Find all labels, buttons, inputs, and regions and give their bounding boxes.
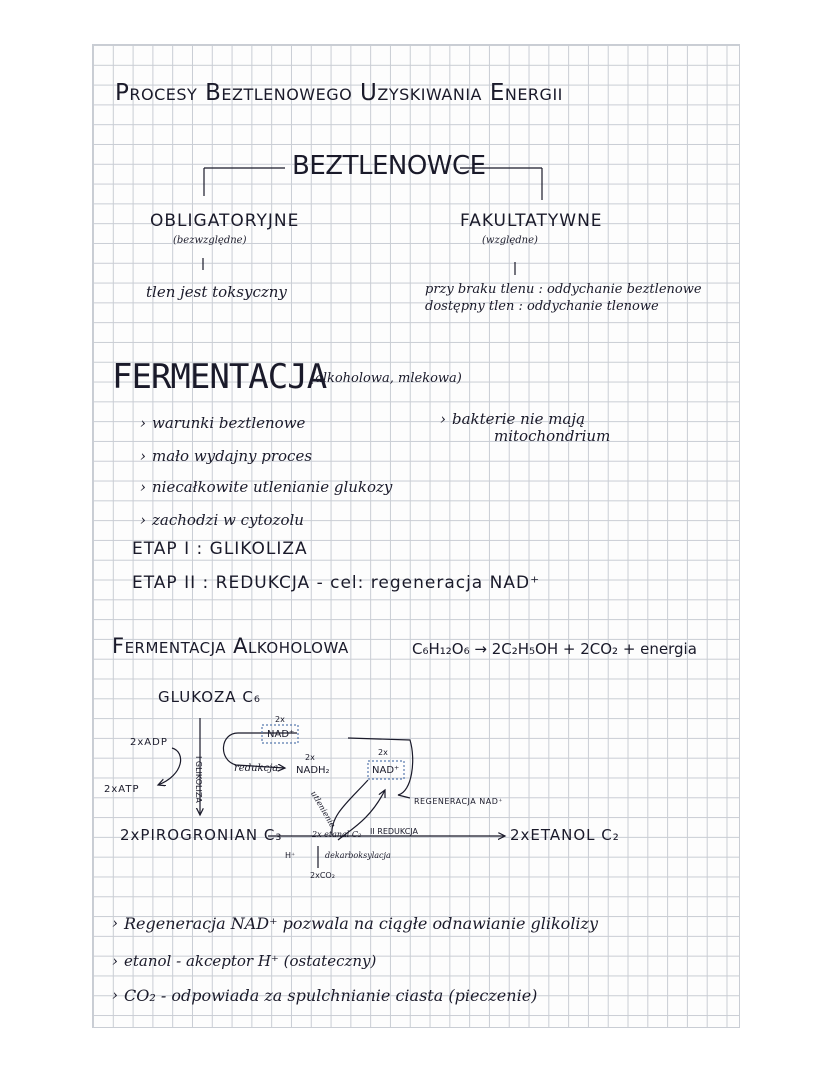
co2-label: 2xCO₂ bbox=[310, 871, 335, 880]
tree-left-note: tlen jest toksyczny bbox=[146, 283, 287, 301]
nadh-count: 2x bbox=[305, 753, 315, 762]
etap-1: ETAP I : GLIKOLIZA bbox=[132, 539, 308, 559]
nad-right: NAD⁺ bbox=[372, 765, 400, 776]
tree-right-note-1: przy braku tlenu : oddychanie beztlenowe bbox=[425, 282, 702, 297]
etanal-label: 2x etanal C₂ bbox=[312, 830, 362, 839]
tree-right-note-2: dostępny tlen : oddychanie tlenowe bbox=[425, 299, 659, 314]
tree-root: BEZTLENOWCE bbox=[292, 151, 486, 181]
glikoliza-label: I GLIKOLIZA bbox=[194, 756, 203, 803]
side-note-1: bakterie nie mają bbox=[452, 410, 586, 428]
pirogronian-label: 2xPIROGRONIAN C₃ bbox=[120, 826, 283, 844]
bullet-3: niecałkowite utlenianie glukozy bbox=[152, 478, 393, 496]
footnote-marker: › bbox=[112, 952, 118, 970]
redukcja-label: redukcja bbox=[234, 763, 279, 774]
footnote-2: etanol - akceptor H⁺ (ostateczny) bbox=[124, 952, 377, 970]
dekarboksylacja-label: dekarboksylacja bbox=[325, 851, 391, 860]
etanol-label: 2xETANOL C₂ bbox=[510, 826, 620, 844]
fermentacja-types: (alkoholowa, mlekowa) bbox=[310, 371, 462, 386]
nad-right-count: 2x bbox=[378, 748, 388, 757]
bullet-1: warunki beztlenowe bbox=[152, 414, 306, 432]
footnote-marker: › bbox=[112, 986, 118, 1004]
h-plus-label: H⁺ bbox=[285, 851, 296, 860]
adp-label: 2xADP bbox=[130, 737, 168, 748]
redukcja-2-label: II REDUKCJA bbox=[370, 827, 418, 836]
side-note-marker: › bbox=[440, 410, 446, 428]
tree-left-label: OBLIGATORYJNE bbox=[150, 211, 300, 231]
etap-2: ETAP II : REDUKCJA - cel: regeneracja NAD⁺ bbox=[132, 573, 541, 593]
tree-left-sub: (bezwzględne) bbox=[173, 235, 247, 246]
bullet-2: mało wydajny proces bbox=[152, 447, 313, 465]
nad-top: NAD⁺ bbox=[267, 729, 295, 740]
utlenienie-label: utlenienie bbox=[309, 789, 338, 830]
footnote-1: Regeneracja NAD⁺ pozwala na ciągłe odnawianie glikolizy bbox=[124, 914, 599, 933]
alkoholowa-equation: C₆H₁₂O₆ → 2C₂H₅OH + 2CO₂ + energia bbox=[412, 640, 697, 658]
side-note-2: mitochondrium bbox=[494, 427, 611, 445]
footnote-marker: › bbox=[112, 914, 118, 932]
tree-right-label: FAKULTATYWNE bbox=[460, 211, 603, 231]
nad-top-count: 2x bbox=[275, 715, 285, 724]
regeneracja-label: REGENERACJA NAD⁺ bbox=[414, 797, 504, 806]
bullet-marker: › bbox=[140, 511, 146, 529]
fermentacja-heading: FERMENTACJA bbox=[112, 357, 327, 397]
page-title: Procesy Beztlenowego Uzyskiwania Energii bbox=[115, 80, 563, 106]
tree-right-sub: (względne) bbox=[482, 235, 538, 246]
bullet-marker: › bbox=[140, 414, 146, 432]
glukoza-label: GLUKOZA C₆ bbox=[158, 688, 261, 706]
bullet-marker: › bbox=[140, 478, 146, 496]
footnote-3: CO₂ - odpowiada za spulchnianie ciasta (pieczenie) bbox=[124, 986, 538, 1005]
bullet-4: zachodzi w cytozolu bbox=[152, 511, 304, 529]
bullet-marker: › bbox=[140, 447, 146, 465]
atp-label: 2xATP bbox=[104, 784, 140, 795]
alkoholowa-heading: Fermentacja Alkoholowa bbox=[112, 634, 349, 658]
nadh-label: NADH₂ bbox=[296, 765, 330, 776]
